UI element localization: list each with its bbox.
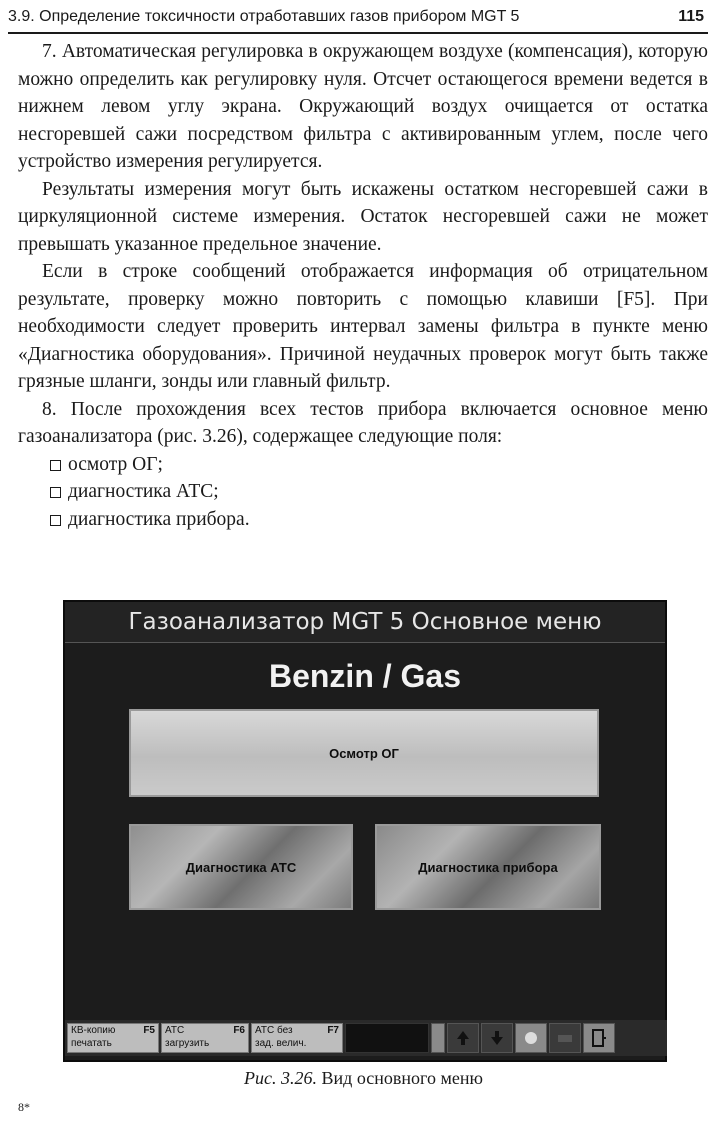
fkey-number: F7	[327, 1025, 339, 1036]
fkey-label: загрузить	[165, 1038, 210, 1049]
page-number: 115	[678, 8, 704, 25]
fkey-load-vehicle[interactable]	[161, 1023, 249, 1053]
vehicle-diagnostics-button[interactable]: Диагностика АТС	[129, 824, 353, 910]
fkey-number: F5	[143, 1025, 155, 1036]
fuel-mode-label: Benzin / Gas	[268, 658, 462, 694]
arrow-up-icon[interactable]	[447, 1023, 479, 1053]
fkey-print-copy[interactable]	[67, 1023, 159, 1053]
fkey-number: F6	[233, 1025, 245, 1036]
list-item: осмотр ОГ;	[48, 451, 708, 479]
fkey-empty-slot	[345, 1023, 429, 1053]
exhaust-inspection-button[interactable]: Осмотр ОГ	[129, 709, 599, 797]
printer-icon[interactable]	[549, 1023, 581, 1053]
paragraph: Результаты измерения могут быть искажены остатком несгоревшей сажи в циркуляционной системе измерения. Остаток несгоревшей сажи не может превышать указанное предельное значение.	[18, 178, 708, 255]
running-head	[8, 2, 708, 34]
exit-icon[interactable]	[583, 1023, 615, 1053]
fkey-vehicle-no-setpoints[interactable]	[251, 1023, 343, 1053]
function-key-bar	[65, 1020, 667, 1056]
fkey-label: АТС без	[255, 1025, 293, 1036]
figure-caption	[0, 1068, 727, 1089]
signature-mark: 8*	[18, 1100, 30, 1114]
fkey-label: печатать	[71, 1038, 112, 1049]
figure-label: Рис. 3.26.	[244, 1068, 318, 1088]
figure-caption-text: Вид основного меню	[321, 1068, 483, 1088]
screen-title: Газоанализатор MGT 5 Основное меню	[65, 602, 665, 643]
device-diagnostics-button[interactable]: Диагностика прибора	[375, 824, 601, 910]
menu-fields-list	[18, 451, 708, 534]
paragraph: Если в строке сообщений отображается информация об отрицательном результате, проверку можно повторить с помощью клавиши [F5]. При необходимости следует проверить интервал замены фильтра в пункте меню «Диагностика оборудования». Причиной неудачных проверок могут быть также грязные шланги, зонды или главный фильтр.	[18, 261, 708, 392]
paragraph: 8. После прохождения всех тестов прибора включается основное меню газоанализатора (рис. 3.26), содержащее следующие поля:	[18, 398, 708, 447]
body-text	[18, 38, 708, 533]
list-item: диагностика прибора.	[48, 506, 708, 534]
paragraph: 7. Автоматическая регулировка в окружающем воздухе (компенсация), которую можно определить как регулировку нуля. Отсчет остающегося времени ведется в нижнем левом углу экрана. Окружающий воздух очищается от остатка несгоревшей сажи посредством фильтра с активированным углем, после чего устройство измерения регулируется.	[18, 41, 708, 172]
main-menu-screenshot	[63, 600, 667, 1062]
list-item: диагностика АТС;	[48, 478, 708, 506]
help-icon[interactable]	[515, 1023, 547, 1053]
fkey-label: АТС	[165, 1025, 185, 1036]
separator-slot	[431, 1023, 445, 1053]
arrow-down-icon[interactable]	[481, 1023, 513, 1053]
fkey-label: зад. велич.	[255, 1038, 307, 1049]
running-head-title: 3.9. Определение токсичности отработавших газов прибором MGT 5	[8, 8, 520, 25]
fkey-label: КВ-копию	[71, 1025, 116, 1036]
